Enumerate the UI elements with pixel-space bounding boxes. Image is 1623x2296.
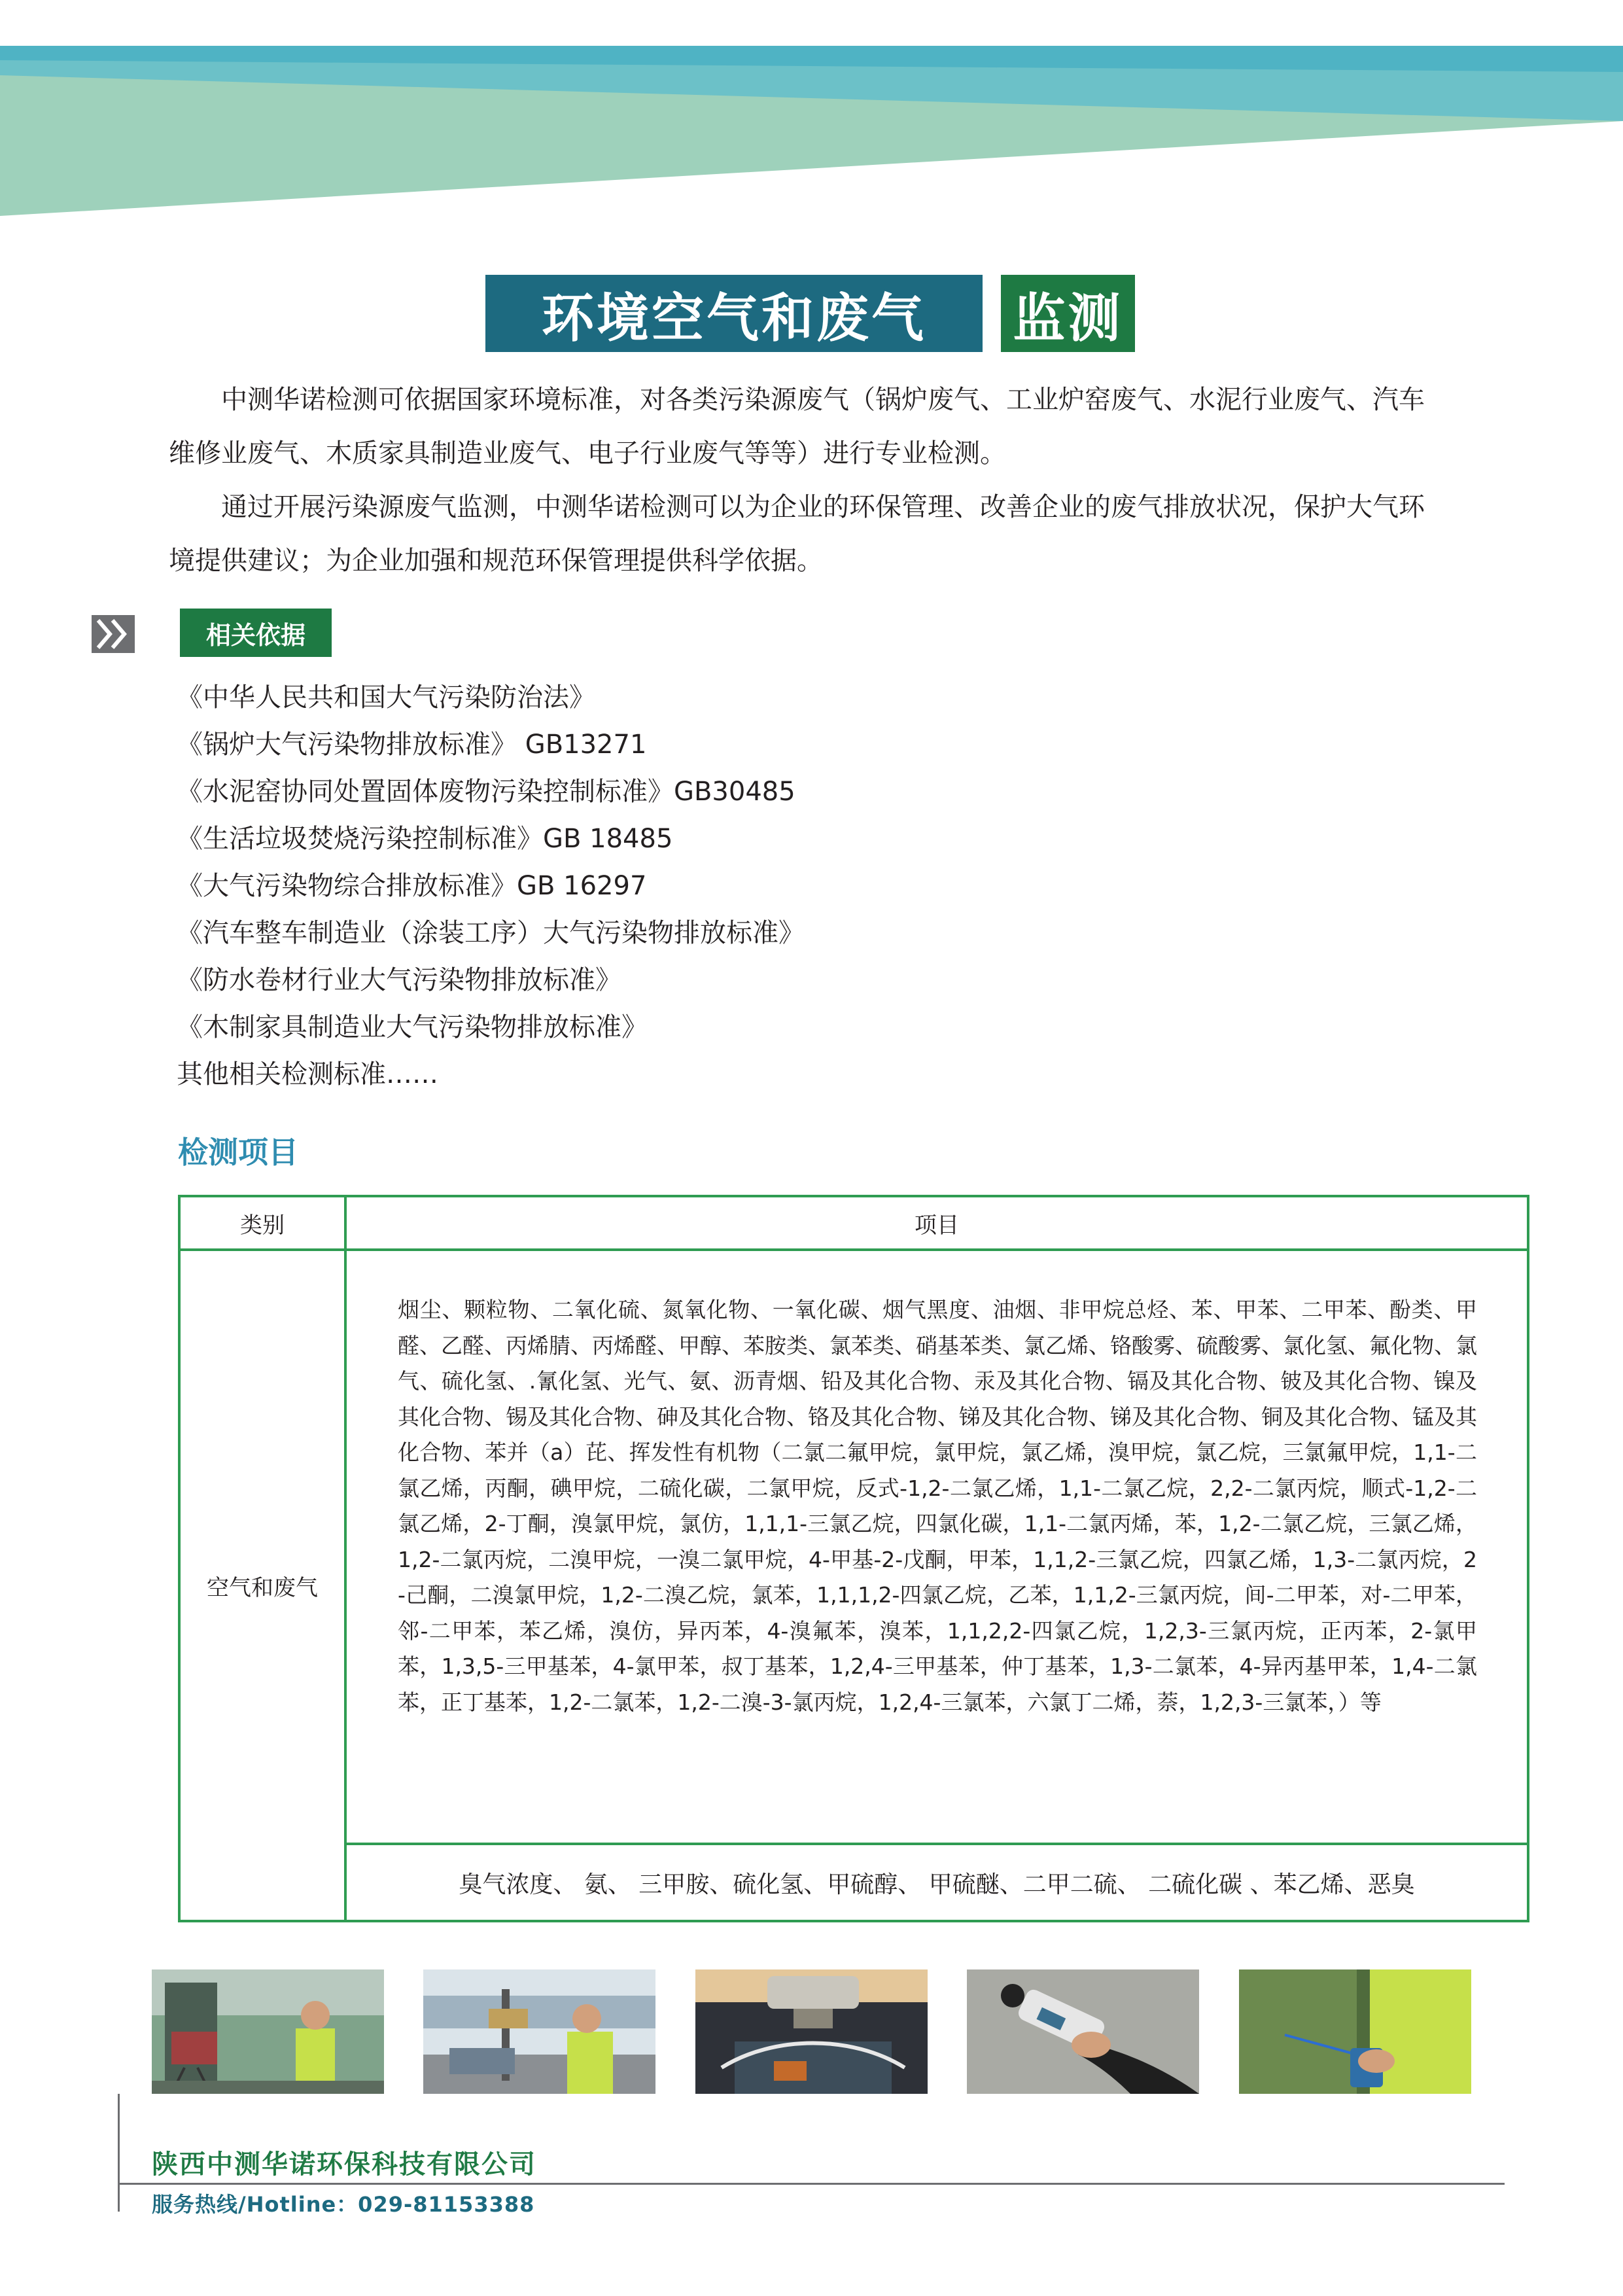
table-header-items: 项目: [915, 1212, 959, 1239]
photo-roadside-monitoring: [423, 1969, 655, 2094]
table-header-category: 类别: [240, 1212, 285, 1239]
intro-text: [169, 373, 1448, 588]
table-cell-items-main: 烟尘、颗粒物、二氧化硫、氮氧化物、一氧化碳、烟气黑度、油烟、非甲烷总烃、苯、甲苯、二甲苯、酚类、甲醛、乙醛、丙烯腈、丙烯醛、甲醇、苯胺类、氯苯类、硝基苯类、氯乙烯、铬酸雾、硫酸雾、氯化氢、氟化物、氯气、硫化氢、.氰化氢、光气、氨、沥青烟、铅及其化合物、汞及其化合物、镉及其化合物、铍及其化合物、镍及其化合物、锡及其化合物、砷及其化合物、铬及其化合物、锑及其化合物、锑及其化合物、铜及其化合物、锰及其化合物、苯并（a）芘、挥发性有机物（二氯二氟甲烷，氯甲烷，氯乙烯，溴甲烷，氯乙烷，三氯氟甲烷，1,1-二氯乙烯，丙酮，碘甲烷，二硫化碳，二氯甲烷，反式-1,2-二氯乙烯，1,1-二氯乙烷，2,2-二氯丙烷，顺式-1,2-二氯乙烯，2-丁酮，溴氯甲烷，氯仿，1,1,1-三氯乙烷，四氯化碳，1,1-二氯丙烯，苯，1,2-二氯乙烷，三氯乙烯，1,2-二氯丙烷，二溴甲烷，一溴二氯甲烷，4-甲基-2-戊酮，甲苯，1,1,2-三氯乙烷，四氯乙烯，1,3-二氯丙烷，2-己酮，二溴氯甲烷，1,2-二溴乙烷，氯苯，1,1,1,2-四氯乙烷，乙苯，1,1,2-三氯丙烷，间-二甲苯，对-二甲苯，邻-二甲苯，苯乙烯，溴仿，异丙苯，4-溴氟苯，溴苯，1,1,2,2-四氯乙烷，1,2,3-三氯丙烷，正丙苯，2-氯甲苯，1,3,5-三甲基苯，4-氯甲苯，叔丁基苯，1,2,4-三甲基苯，仲丁基苯，1,3-二氯苯，4-异丙基甲苯，1,4-二氯苯，正丁基苯，1,2-二氯苯，1,2-二溴-3-氯丙烷，1,2,4-三氯苯，六氯丁二烯，萘，1,2,3-三氯苯，）等: [398, 1297, 1477, 1715]
header-banner: [0, 0, 1623, 222]
table-divider: [178, 1248, 1529, 1251]
photo-field-sampling: [152, 1969, 384, 2094]
references-list: [177, 674, 1289, 1098]
section-label: 相关依据: [180, 609, 332, 657]
page-title: 环境空气和废气: [485, 275, 983, 352]
hotline: 服务热线/Hotline：029-81153388: [152, 2192, 535, 2217]
reference-item: 《中华人民共和国大气污染防治法》: [177, 682, 595, 713]
photo-sampling-instrument: [695, 1969, 928, 2094]
footer-divider: [118, 2183, 1505, 2185]
intro-paragraph-1: 中测华诺检测可依据国家环境标准，对各类污染源废气（锅炉废气、工业炉窑废气、水泥行业废气、汽车维修业废气、木质家具制造业废气、电子行业废气等等）进行专业检测。: [169, 385, 1425, 468]
page-title-highlight: 监测: [1001, 275, 1135, 352]
reference-item: 《生活垃圾焚烧污染控制标准》GB 18485: [177, 824, 673, 854]
reference-item: 《防水卷材行业大气污染物排放标准》: [177, 965, 621, 995]
footer-divider: [118, 2094, 120, 2212]
company-name: 陕西中测华诺环保科技有限公司: [152, 2149, 536, 2180]
table-cell-items-odor: 臭气浓度、 氨、 三甲胺、硫化氢、甲硫醇、 甲硫醚、二甲二硫、 二硫化碳 、苯乙烯、恶臭: [459, 1871, 1415, 1898]
table-cell-category: 空气和废气: [207, 1574, 318, 1601]
photo-noise-meter: [967, 1969, 1199, 2094]
reference-item: 《汽车整车制造业（涂装工序）大气污染物排放标准》: [177, 918, 805, 948]
reference-item: 《锅炉大气污染物排放标准》 GB13271: [177, 730, 647, 760]
reference-item: 其他相关检测标准……: [177, 1059, 438, 1089]
photo-handheld-detector: [1239, 1969, 1471, 2094]
intro-paragraph-2: 通过开展污染源废气监测，中测华诺检测可以为企业的环保管理、改善企业的废气排放状况，保护大气环境提供建议；为企业加强和规范环保管理提供科学依据。: [169, 492, 1425, 576]
reference-item: 《大气污染物综合排放标准》GB 16297: [177, 871, 647, 901]
items-heading: 检测项目: [178, 1135, 298, 1170]
reference-item: 《木制家具制造业大气污染物排放标准》: [177, 1012, 648, 1042]
double-chevron-icon: [92, 615, 135, 653]
table-divider: [344, 1195, 347, 1922]
reference-item: 《水泥窑协同处置固体废物污染控制标准》GB30485: [177, 777, 795, 807]
